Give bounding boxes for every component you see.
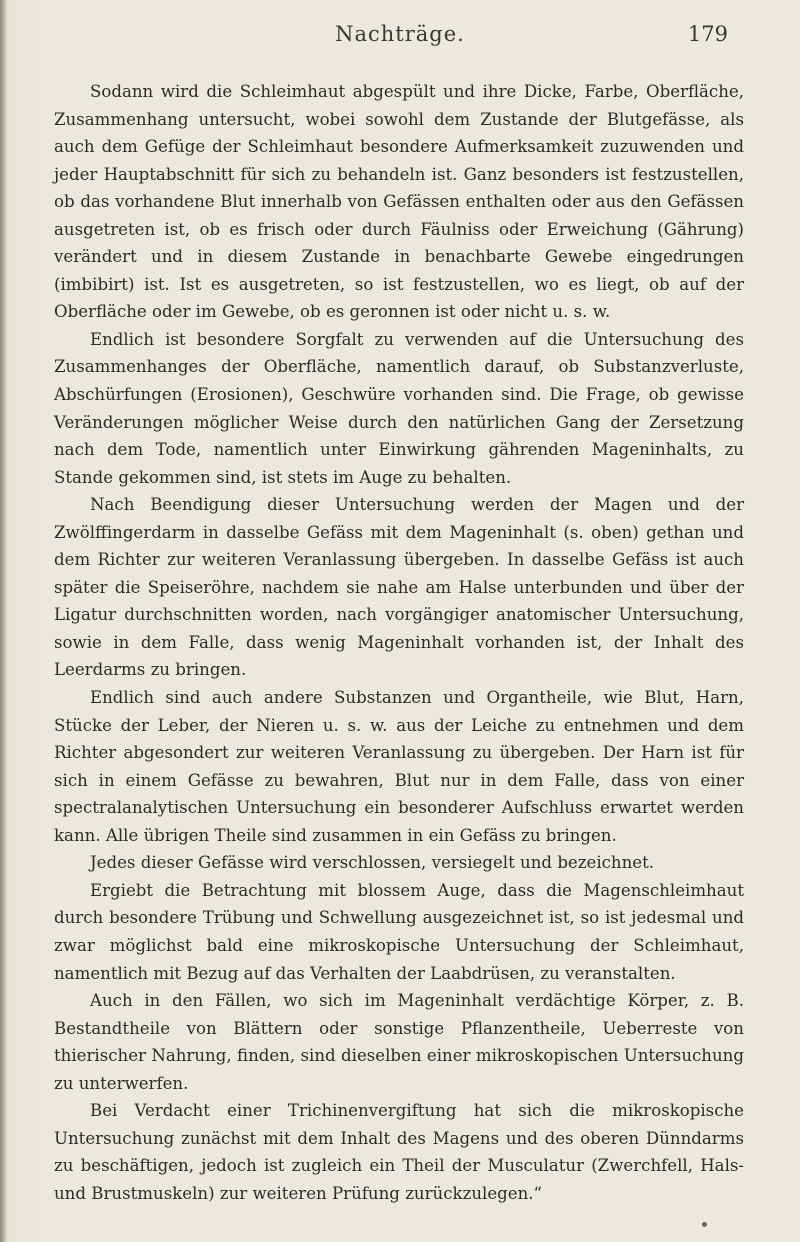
running-title: Nachträge. <box>335 22 465 46</box>
paragraph: Sodann wird die Schleimhaut abgespült und ihre Dicke, Farbe, Oberfläche, Zusammenhang untersucht, wobei sowohl dem Zustande der Blutgefässe, als auch dem Gefüge der Schleimhaut besondere Aufmerksamkeit zuzuwenden und jeder Hauptabschnitt für sich zu behandeln ist. Ganz besonders ist festzustellen, ob das vorhandene Blut innerhalb von Gefässen enthalten oder aus den Gefässen ausgetreten ist, ob es frisch oder durch Fäulniss oder Erweichung (Gährung) verändert und in diesem Zustande in benachbarte Gewebe eingedrungen (imbibirt) ist. Ist es ausgetreten, so ist festzustellen, wo es liegt, ob auf der Oberfläche oder im Gewebe, ob es geronnen ist oder nicht u. s. w. <box>54 82 744 322</box>
page-edge-shadow <box>0 0 6 1242</box>
paragraph: Ergiebt die Betrachtung mit blossem Auge, dass die Magenschleimhaut durch besondere Trübung und Schwellung ausgezeichnet ist, so ist jedesmal und zwar möglichst bald eine mikroskopische Untersuchung der Schleimhaut, namentlich mit Bezug auf das Verhalten der Laabdrüsen, zu veranstalten. <box>54 880 744 983</box>
body-text <box>54 78 744 1207</box>
paragraph: Endlich ist besondere Sorgfalt zu verwenden auf die Untersuchung des Zusammenhanges der Oberfläche, namentlich darauf, ob Substanzverluste, Abschürfungen (Erosionen), Geschwüre vorhanden sind. Die Frage, ob gewisse Veränderungen möglicher Weise durch den natürlichen Gang der Zersetzung nach dem Tode, namentlich unter Einwirkung gährenden Mageninhalts, zu Stande gekommen sind, ist stets im Auge zu behalten. <box>54 329 744 487</box>
paragraph: Endlich sind auch andere Substanzen und Organtheile, wie Blut, Harn, Stücke der Leber, der Nieren u. s. w. aus der Leiche zu entnehmen und dem Richter abgesondert zur weiteren Veranlassung zu übergeben. Der Harn ist für sich in einem Gefässe zu bewahren, Blut nur in dem Falle, dass von einer spectralanalytischen Untersuchung ein besonderer Aufschluss erwartet werden kann. Alle übrigen Theile sind zusammen in ein Gefäss zu bringen. <box>54 688 744 845</box>
paragraph: Nach Beendigung dieser Untersuchung werden der Magen und der Zwölffingerdarm in dasselbe Gefäss mit dem Mageninhalt (s. oben) gethan und dem Richter zur weiteren Veranlassung übergeben. In dasselbe Gefäss ist auch später die Speiseröhre, nachdem sie nahe am Halse unterbunden und über der Ligatur durchschnitten worden, nach vorgängiger anatomischer Untersuchung, sowie in dem Falle, dass wenig Mageninhalt vorhanden ist, der Inhalt des Leerdarms zu bringen. <box>54 495 744 680</box>
paragraph: Bei Verdacht einer Trichinenvergiftung hat sich die mikroskopische Untersuchung zunächst mit dem Inhalt des Magens und des oberen Dünndarms zu beschäftigen, jedoch ist zugleich ein Theil der Musculatur (Zwerchfell, Hals- und Brustmuskeln) zur weiteren Prüfung zurückzulegen.“ <box>54 1101 744 1203</box>
paragraph: Auch in den Fällen, wo sich im Mageninhalt verdächtige Körper, z. B. Bestandtheile von Blättern oder sonstige Pflanzentheile, Ueberreste von thierischer Nahrung, finden, sind dieselben einer mikroskopischen Untersuchung zu unterwerfen. <box>54 991 744 1093</box>
page-header <box>0 22 800 54</box>
paragraph: Jedes dieser Gefässe wird verschlossen, versiegelt und bezeichnet. <box>90 853 655 873</box>
page-number: 179 <box>687 22 728 46</box>
ink-speck <box>702 1222 707 1227</box>
